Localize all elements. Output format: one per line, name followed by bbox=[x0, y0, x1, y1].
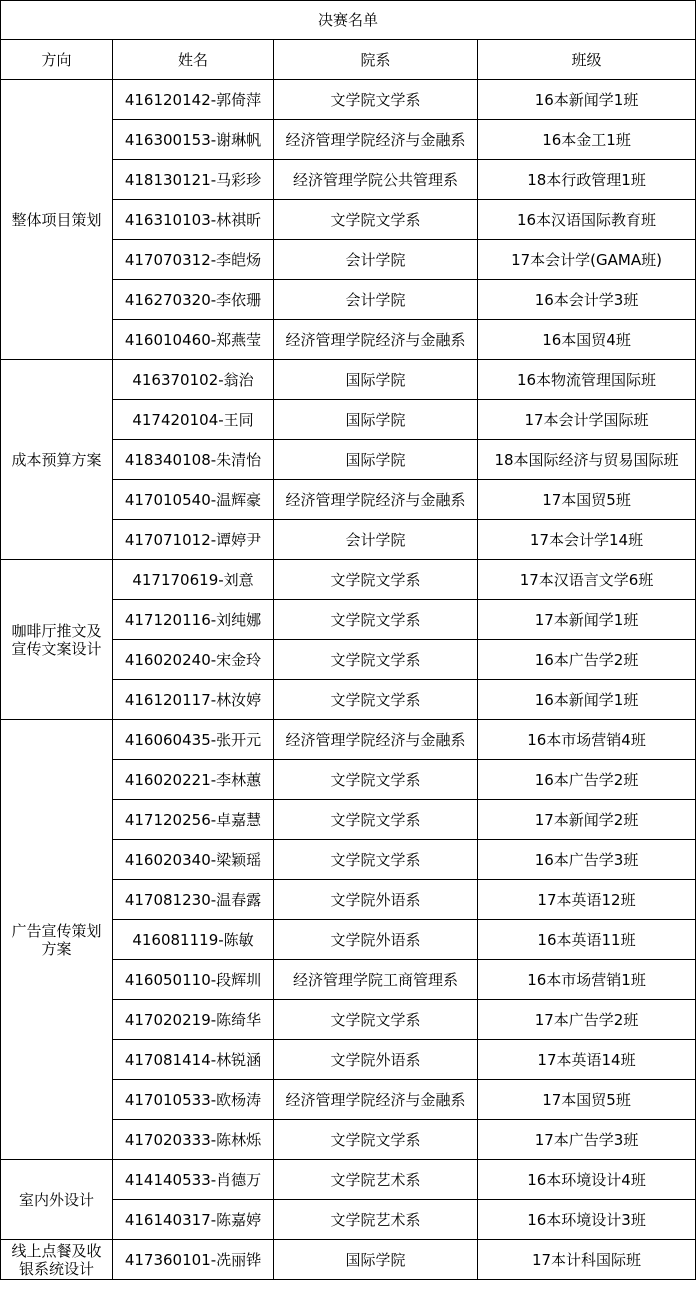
class-cell: 16本环境设计4班 bbox=[478, 1160, 696, 1200]
class-cell: 17本广告学3班 bbox=[478, 1120, 696, 1160]
student-name-cell: 416081119-陈敏 bbox=[113, 920, 274, 960]
class-cell: 16本市场营销4班 bbox=[478, 720, 696, 760]
department-cell: 文学院文学系 bbox=[274, 1120, 478, 1160]
header-department: 院系 bbox=[274, 40, 478, 80]
class-cell: 16本市场营销1班 bbox=[478, 960, 696, 1000]
student-name-cell: 416140317-陈嘉婷 bbox=[113, 1200, 274, 1240]
class-cell: 17本英语12班 bbox=[478, 880, 696, 920]
student-name-cell: 417120256-卓嘉慧 bbox=[113, 800, 274, 840]
class-cell: 16本广告学2班 bbox=[478, 760, 696, 800]
class-cell: 17本新闻学2班 bbox=[478, 800, 696, 840]
class-cell: 16本环境设计3班 bbox=[478, 1200, 696, 1240]
class-cell: 16本汉语国际教育班 bbox=[478, 200, 696, 240]
class-cell: 16本新闻学1班 bbox=[478, 80, 696, 120]
department-cell: 文学院艺术系 bbox=[274, 1160, 478, 1200]
department-cell: 经济管理学院经济与金融系 bbox=[274, 1080, 478, 1120]
student-name-cell: 417010533-欧杨涛 bbox=[113, 1080, 274, 1120]
department-cell: 经济管理学院经济与金融系 bbox=[274, 720, 478, 760]
department-cell: 国际学院 bbox=[274, 400, 478, 440]
class-cell: 16本广告学3班 bbox=[478, 840, 696, 880]
department-cell: 会计学院 bbox=[274, 520, 478, 560]
student-name-cell: 416370102-翁治 bbox=[113, 360, 274, 400]
department-cell: 文学院文学系 bbox=[274, 560, 478, 600]
student-name-cell: 416120117-林汝婷 bbox=[113, 680, 274, 720]
department-cell: 经济管理学院经济与金融系 bbox=[274, 320, 478, 360]
student-name-cell: 418340108-朱清怡 bbox=[113, 440, 274, 480]
class-cell: 17本汉语言文学6班 bbox=[478, 560, 696, 600]
department-cell: 国际学院 bbox=[274, 440, 478, 480]
student-name-cell: 416020221-李林蕙 bbox=[113, 760, 274, 800]
department-cell: 文学院艺术系 bbox=[274, 1200, 478, 1240]
class-cell: 16本物流管理国际班 bbox=[478, 360, 696, 400]
student-name-cell: 416050110-段辉圳 bbox=[113, 960, 274, 1000]
student-name-cell: 417020333-陈林烁 bbox=[113, 1120, 274, 1160]
class-cell: 17本国贸5班 bbox=[478, 1080, 696, 1120]
header-name: 姓名 bbox=[113, 40, 274, 80]
department-cell: 文学院文学系 bbox=[274, 80, 478, 120]
department-cell: 会计学院 bbox=[274, 280, 478, 320]
department-cell: 经济管理学院公共管理系 bbox=[274, 160, 478, 200]
table-body bbox=[1, 1, 696, 1280]
student-name-cell: 416300153-谢琳帆 bbox=[113, 120, 274, 160]
student-name-cell: 417010540-温辉豪 bbox=[113, 480, 274, 520]
class-cell: 17本会计学14班 bbox=[478, 520, 696, 560]
class-cell: 18本国际经济与贸易国际班 bbox=[478, 440, 696, 480]
student-name-cell: 417070312-李皑炀 bbox=[113, 240, 274, 280]
student-name-cell: 418130121-马彩珍 bbox=[113, 160, 274, 200]
class-cell: 16本国贸4班 bbox=[478, 320, 696, 360]
department-cell: 文学院文学系 bbox=[274, 640, 478, 680]
class-cell: 18本行政管理1班 bbox=[478, 160, 696, 200]
title-row bbox=[1, 1, 696, 40]
department-cell: 国际学院 bbox=[274, 360, 478, 400]
student-name-cell: 417020219-陈绮华 bbox=[113, 1000, 274, 1040]
student-name-cell: 417081414-林锐涵 bbox=[113, 1040, 274, 1080]
header-class: 班级 bbox=[478, 40, 696, 80]
student-name-cell: 417081230-温春露 bbox=[113, 880, 274, 920]
table-row bbox=[1, 1160, 696, 1200]
class-cell: 16本广告学2班 bbox=[478, 640, 696, 680]
header-row bbox=[1, 40, 696, 80]
student-name-cell: 416270320-李依珊 bbox=[113, 280, 274, 320]
department-cell: 经济管理学院经济与金融系 bbox=[274, 480, 478, 520]
class-cell: 17本国贸5班 bbox=[478, 480, 696, 520]
student-name-cell: 417071012-谭婷尹 bbox=[113, 520, 274, 560]
student-name-cell: 416020240-宋金玲 bbox=[113, 640, 274, 680]
department-cell: 文学院文学系 bbox=[274, 200, 478, 240]
student-name-cell: 416010460-郑燕莹 bbox=[113, 320, 274, 360]
table-title: 决赛名单 bbox=[1, 1, 696, 40]
direction-cell: 咖啡厅推文及宣传文案设计 bbox=[1, 560, 113, 720]
department-cell: 经济管理学院经济与金融系 bbox=[274, 120, 478, 160]
student-name-cell: 416310103-林祺昕 bbox=[113, 200, 274, 240]
department-cell: 文学院文学系 bbox=[274, 760, 478, 800]
direction-cell: 广告宣传策划方案 bbox=[1, 720, 113, 1160]
student-name-cell: 416020340-梁颖瑶 bbox=[113, 840, 274, 880]
student-name-cell: 417120116-刘纯娜 bbox=[113, 600, 274, 640]
class-cell: 17本会计学(GAMA班) bbox=[478, 240, 696, 280]
department-cell: 文学院文学系 bbox=[274, 600, 478, 640]
class-cell: 17本广告学2班 bbox=[478, 1000, 696, 1040]
student-name-cell: 416120142-郭倚萍 bbox=[113, 80, 274, 120]
department-cell: 文学院文学系 bbox=[274, 840, 478, 880]
class-cell: 17本英语14班 bbox=[478, 1040, 696, 1080]
class-cell: 17本会计学国际班 bbox=[478, 400, 696, 440]
department-cell: 文学院文学系 bbox=[274, 680, 478, 720]
department-cell: 国际学院 bbox=[274, 1240, 478, 1280]
department-cell: 经济管理学院工商管理系 bbox=[274, 960, 478, 1000]
student-name-cell: 416060435-张开元 bbox=[113, 720, 274, 760]
table-row bbox=[1, 360, 696, 400]
direction-cell: 线上点餐及收银系统设计 bbox=[1, 1240, 113, 1280]
student-name-cell: 414140533-肖德万 bbox=[113, 1160, 274, 1200]
department-cell: 文学院外语系 bbox=[274, 1040, 478, 1080]
student-name-cell: 417360101-冼丽铧 bbox=[113, 1240, 274, 1280]
class-cell: 16本会计学3班 bbox=[478, 280, 696, 320]
department-cell: 会计学院 bbox=[274, 240, 478, 280]
class-cell: 16本金工1班 bbox=[478, 120, 696, 160]
department-cell: 文学院外语系 bbox=[274, 880, 478, 920]
direction-cell: 整体项目策划 bbox=[1, 80, 113, 360]
department-cell: 文学院文学系 bbox=[274, 1000, 478, 1040]
class-cell: 17本计科国际班 bbox=[478, 1240, 696, 1280]
direction-cell: 室内外设计 bbox=[1, 1160, 113, 1240]
table-row bbox=[1, 1240, 696, 1280]
student-name-cell: 417170619-刘意 bbox=[113, 560, 274, 600]
header-direction: 方向 bbox=[1, 40, 113, 80]
class-cell: 16本新闻学1班 bbox=[478, 680, 696, 720]
table-row bbox=[1, 80, 696, 120]
class-cell: 17本新闻学1班 bbox=[478, 600, 696, 640]
table-row bbox=[1, 560, 696, 600]
student-name-cell: 417420104-王同 bbox=[113, 400, 274, 440]
department-cell: 文学院文学系 bbox=[274, 800, 478, 840]
department-cell: 文学院外语系 bbox=[274, 920, 478, 960]
class-cell: 16本英语11班 bbox=[478, 920, 696, 960]
table-row bbox=[1, 720, 696, 760]
direction-cell: 成本预算方案 bbox=[1, 360, 113, 560]
